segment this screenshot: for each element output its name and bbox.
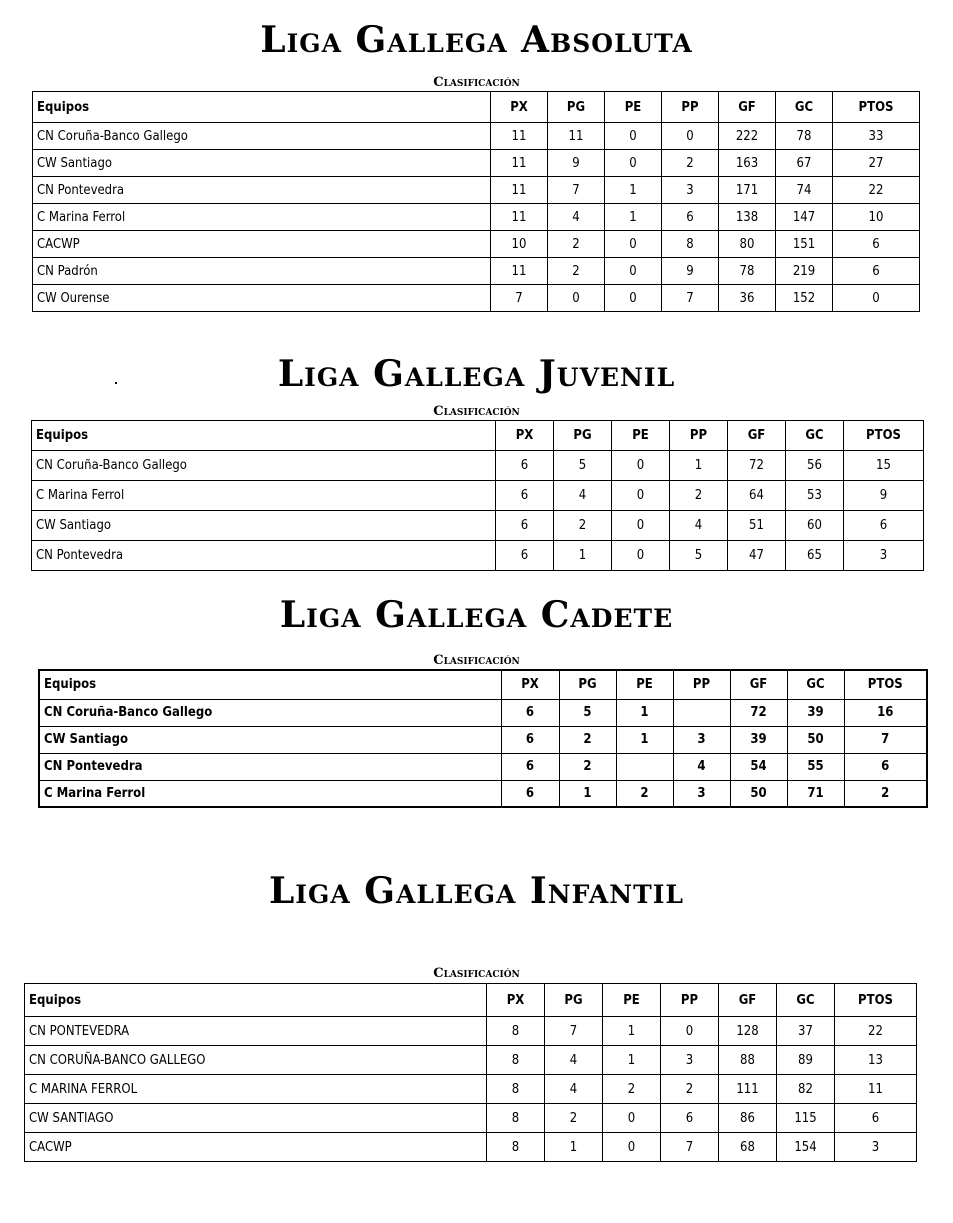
stat-cell: 8 — [487, 1046, 545, 1075]
stat-cell: 86 — [719, 1104, 777, 1133]
header-cell: PG — [548, 92, 605, 123]
stat-cell: 3 — [662, 177, 719, 204]
standings-table-absoluta — [32, 91, 920, 312]
stat-cell: 64 — [728, 481, 786, 511]
stat-cell: 219 — [776, 258, 833, 285]
team-name-cell: CW Santiago — [39, 726, 501, 753]
stat-cell: 22 — [835, 1017, 917, 1046]
stat-cell: 27 — [833, 150, 920, 177]
stat-cell: 3 — [661, 1046, 719, 1075]
stat-cell: 50 — [730, 780, 787, 807]
table-row — [39, 726, 927, 753]
header-cell: PX — [496, 421, 554, 451]
stat-cell: 2 — [662, 150, 719, 177]
header-cell: PP — [673, 670, 730, 699]
league-title-infantil: Liga Gallega Infantil — [268, 870, 685, 912]
stat-cell: 2 — [603, 1075, 661, 1104]
table-row — [39, 699, 927, 726]
team-name-cell: CN Pontevedra — [33, 177, 491, 204]
stat-cell: 51 — [728, 511, 786, 541]
stat-cell: 1 — [554, 541, 612, 571]
stat-cell: 72 — [728, 451, 786, 481]
stat-cell: 7 — [545, 1017, 603, 1046]
stat-cell — [616, 753, 673, 780]
stat-cell: 147 — [776, 204, 833, 231]
stat-cell: 3 — [844, 541, 924, 571]
stat-cell: 78 — [719, 258, 776, 285]
stat-cell: 8 — [487, 1075, 545, 1104]
stat-cell: 0 — [833, 285, 920, 312]
standings-table-juvenil — [31, 420, 924, 571]
stat-cell: 152 — [776, 285, 833, 312]
stat-cell: 0 — [603, 1133, 661, 1162]
stat-cell: 115 — [777, 1104, 835, 1133]
stat-cell: 71 — [787, 780, 844, 807]
stat-cell: 0 — [605, 123, 662, 150]
stat-cell: 4 — [673, 753, 730, 780]
stat-cell: 6 — [833, 258, 920, 285]
stat-cell: 0 — [548, 285, 605, 312]
team-name-cell: CW Santiago — [33, 150, 491, 177]
stat-cell: 7 — [491, 285, 548, 312]
stat-cell: 11 — [491, 123, 548, 150]
subtitle-clasificacion: Clasificación — [433, 75, 520, 90]
stat-cell: 9 — [548, 150, 605, 177]
table-row — [25, 1017, 917, 1046]
header-cell: GF — [728, 421, 786, 451]
table-row — [25, 1133, 917, 1162]
stat-cell: 13 — [835, 1046, 917, 1075]
stat-cell: 4 — [548, 204, 605, 231]
header-cell: PG — [545, 984, 603, 1017]
stat-cell: 6 — [496, 541, 554, 571]
header-cell: PTOS — [835, 984, 917, 1017]
stat-cell: 8 — [487, 1017, 545, 1046]
stat-cell: 67 — [776, 150, 833, 177]
stat-cell: 3 — [673, 726, 730, 753]
header-cell: Equipos — [25, 984, 487, 1017]
stat-cell: 0 — [603, 1104, 661, 1133]
team-name-cell: C MARINA FERROL — [25, 1075, 487, 1104]
stat-cell: 154 — [777, 1133, 835, 1162]
header-cell: PTOS — [833, 92, 920, 123]
stat-cell: 6 — [833, 231, 920, 258]
stat-cell: 82 — [777, 1075, 835, 1104]
header-cell: PE — [603, 984, 661, 1017]
table-row — [33, 204, 920, 231]
stat-cell: 22 — [833, 177, 920, 204]
header-cell: GC — [777, 984, 835, 1017]
stat-cell: 80 — [719, 231, 776, 258]
stat-cell: 2 — [545, 1104, 603, 1133]
header-cell: PG — [554, 421, 612, 451]
stat-cell: 6 — [661, 1104, 719, 1133]
stat-cell: 8 — [487, 1104, 545, 1133]
team-name-cell: CACWP — [25, 1133, 487, 1162]
header-cell: PTOS — [844, 670, 927, 699]
stat-cell: 151 — [776, 231, 833, 258]
header-cell: PE — [612, 421, 670, 451]
stat-cell: 8 — [662, 231, 719, 258]
header-cell: PTOS — [844, 421, 924, 451]
stat-cell: 0 — [661, 1017, 719, 1046]
stat-cell: 4 — [545, 1046, 603, 1075]
stat-cell: 11 — [548, 123, 605, 150]
stat-cell: 50 — [787, 726, 844, 753]
stat-cell: 39 — [787, 699, 844, 726]
stat-cell: 5 — [670, 541, 728, 571]
stat-cell: 111 — [719, 1075, 777, 1104]
stat-cell: 3 — [673, 780, 730, 807]
stat-cell: 11 — [491, 177, 548, 204]
stat-cell: 65 — [786, 541, 844, 571]
table-row — [39, 753, 927, 780]
stat-cell: 4 — [554, 481, 612, 511]
stat-cell: 89 — [777, 1046, 835, 1075]
stat-cell: 11 — [491, 258, 548, 285]
table-row — [25, 1104, 917, 1133]
stat-cell: 1 — [545, 1133, 603, 1162]
stat-cell: 2 — [548, 231, 605, 258]
table-row — [32, 451, 924, 481]
stat-cell: 7 — [548, 177, 605, 204]
stat-cell: 2 — [616, 780, 673, 807]
stat-cell: 39 — [730, 726, 787, 753]
stat-cell: 10 — [833, 204, 920, 231]
stat-cell: 11 — [491, 150, 548, 177]
stat-cell: 7 — [844, 726, 927, 753]
subtitle-clasificacion: Clasificación — [433, 404, 520, 419]
table-row — [33, 258, 920, 285]
stat-cell: 222 — [719, 123, 776, 150]
table-row — [33, 150, 920, 177]
team-name-cell: CW Ourense — [33, 285, 491, 312]
subtitle-clasificacion: Clasificación — [433, 966, 520, 981]
team-name-cell: CN Coruña-Banco Gallego — [39, 699, 501, 726]
stat-cell: 0 — [605, 231, 662, 258]
header-cell: PG — [559, 670, 616, 699]
stat-cell: 6 — [501, 699, 559, 726]
team-name-cell: CN Coruña-Banco Gallego — [32, 451, 496, 481]
team-name-cell: CACWP — [33, 231, 491, 258]
header-cell: Equipos — [32, 421, 496, 451]
stat-cell: 36 — [719, 285, 776, 312]
stat-cell: 171 — [719, 177, 776, 204]
stat-cell: 1 — [616, 699, 673, 726]
table-row — [25, 1075, 917, 1104]
stat-cell: 60 — [786, 511, 844, 541]
stat-cell: 74 — [776, 177, 833, 204]
stat-cell: 16 — [844, 699, 927, 726]
stat-cell: 9 — [844, 481, 924, 511]
stat-cell: 0 — [662, 123, 719, 150]
stat-cell: 7 — [662, 285, 719, 312]
table-row — [32, 541, 924, 571]
stat-cell: 0 — [612, 511, 670, 541]
stat-cell: 0 — [612, 451, 670, 481]
stat-cell: 6 — [496, 451, 554, 481]
league-title-absoluta: Liga Gallega Absoluta — [260, 19, 693, 61]
stat-cell: 53 — [786, 481, 844, 511]
header-cell: GC — [786, 421, 844, 451]
stat-cell: 78 — [776, 123, 833, 150]
stat-cell: 2 — [559, 726, 616, 753]
stat-cell: 68 — [719, 1133, 777, 1162]
header-cell: Equipos — [33, 92, 491, 123]
stat-cell: 5 — [559, 699, 616, 726]
team-name-cell: CN Padrón — [33, 258, 491, 285]
stat-cell: 6 — [501, 726, 559, 753]
stat-cell — [673, 699, 730, 726]
stat-cell: 1 — [670, 451, 728, 481]
header-cell: PP — [670, 421, 728, 451]
stat-cell: 1 — [616, 726, 673, 753]
stat-cell: 5 — [554, 451, 612, 481]
stat-cell: 0 — [605, 150, 662, 177]
stat-cell: 54 — [730, 753, 787, 780]
stat-cell: 163 — [719, 150, 776, 177]
stat-cell: 37 — [777, 1017, 835, 1046]
stat-cell: 15 — [844, 451, 924, 481]
league-title-juvenil: Liga Gallega Juvenil — [277, 353, 676, 395]
team-name-cell: CW Santiago — [32, 511, 496, 541]
stat-cell: 138 — [719, 204, 776, 231]
stat-cell: 88 — [719, 1046, 777, 1075]
stat-cell: 0 — [612, 541, 670, 571]
header-cell: GF — [719, 984, 777, 1017]
team-name-cell: CN Pontevedra — [32, 541, 496, 571]
stat-cell: 6 — [844, 753, 927, 780]
subtitle-clasificacion: Clasificación — [433, 653, 520, 668]
header-cell: GF — [730, 670, 787, 699]
stat-cell: 6 — [662, 204, 719, 231]
stat-cell: 1 — [559, 780, 616, 807]
stat-cell: 8 — [487, 1133, 545, 1162]
table-header-row — [32, 421, 924, 451]
stat-cell: 0 — [605, 285, 662, 312]
stat-cell: 1 — [605, 204, 662, 231]
stat-cell: 0 — [605, 258, 662, 285]
stat-cell: 4 — [670, 511, 728, 541]
header-cell: PX — [491, 92, 548, 123]
table-row — [33, 123, 920, 150]
stat-cell: 6 — [496, 481, 554, 511]
stat-cell: 1 — [603, 1017, 661, 1046]
header-cell: GC — [776, 92, 833, 123]
table-row — [33, 285, 920, 312]
header-cell: Equipos — [39, 670, 501, 699]
stat-cell: 4 — [545, 1075, 603, 1104]
stat-cell: 2 — [548, 258, 605, 285]
table-row — [25, 1046, 917, 1075]
table-row — [32, 511, 924, 541]
stat-cell: 6 — [844, 511, 924, 541]
standings-table-infantil — [24, 983, 917, 1162]
header-cell: PX — [501, 670, 559, 699]
stat-cell: 7 — [661, 1133, 719, 1162]
stat-cell: 11 — [491, 204, 548, 231]
stat-cell: 3 — [835, 1133, 917, 1162]
stat-cell: 47 — [728, 541, 786, 571]
table-row — [39, 780, 927, 807]
stat-cell: 55 — [787, 753, 844, 780]
header-cell: GF — [719, 92, 776, 123]
stat-cell: 2 — [661, 1075, 719, 1104]
stat-cell: 6 — [496, 511, 554, 541]
stat-cell: 72 — [730, 699, 787, 726]
header-cell: PP — [662, 92, 719, 123]
team-name-cell: C Marina Ferrol — [39, 780, 501, 807]
team-name-cell: CN CORUÑA-BANCO GALLEGO — [25, 1046, 487, 1075]
table-header-row — [25, 984, 917, 1017]
stat-cell: 2 — [559, 753, 616, 780]
header-cell: PE — [616, 670, 673, 699]
stat-cell: 2 — [554, 511, 612, 541]
team-name-cell: CN Coruña-Banco Gallego — [33, 123, 491, 150]
stat-cell: 128 — [719, 1017, 777, 1046]
team-name-cell: C Marina Ferrol — [33, 204, 491, 231]
table-row — [33, 231, 920, 258]
team-name-cell: C Marina Ferrol — [32, 481, 496, 511]
stat-cell: 6 — [501, 753, 559, 780]
table-row — [32, 481, 924, 511]
stat-cell: 1 — [603, 1046, 661, 1075]
stat-cell: 10 — [491, 231, 548, 258]
team-name-cell: CW SANTIAGO — [25, 1104, 487, 1133]
stat-cell: 1 — [605, 177, 662, 204]
stat-cell: 11 — [835, 1075, 917, 1104]
table-row — [33, 177, 920, 204]
standings-table-cadete — [38, 669, 928, 808]
table-header-row — [39, 670, 927, 699]
stat-cell: 0 — [612, 481, 670, 511]
stat-cell: 6 — [835, 1104, 917, 1133]
stat-cell: 56 — [786, 451, 844, 481]
team-name-cell: CN Pontevedra — [39, 753, 501, 780]
stat-cell: 9 — [662, 258, 719, 285]
stat-cell: 33 — [833, 123, 920, 150]
header-cell: GC — [787, 670, 844, 699]
table-header-row — [33, 92, 920, 123]
league-title-cadete: Liga Gallega Cadete — [279, 594, 674, 636]
header-cell: PX — [487, 984, 545, 1017]
header-cell: PE — [605, 92, 662, 123]
stat-cell: 6 — [501, 780, 559, 807]
team-name-cell: CN PONTEVEDRA — [25, 1017, 487, 1046]
header-cell: PP — [661, 984, 719, 1017]
stat-cell: 2 — [670, 481, 728, 511]
stat-cell: 2 — [844, 780, 927, 807]
